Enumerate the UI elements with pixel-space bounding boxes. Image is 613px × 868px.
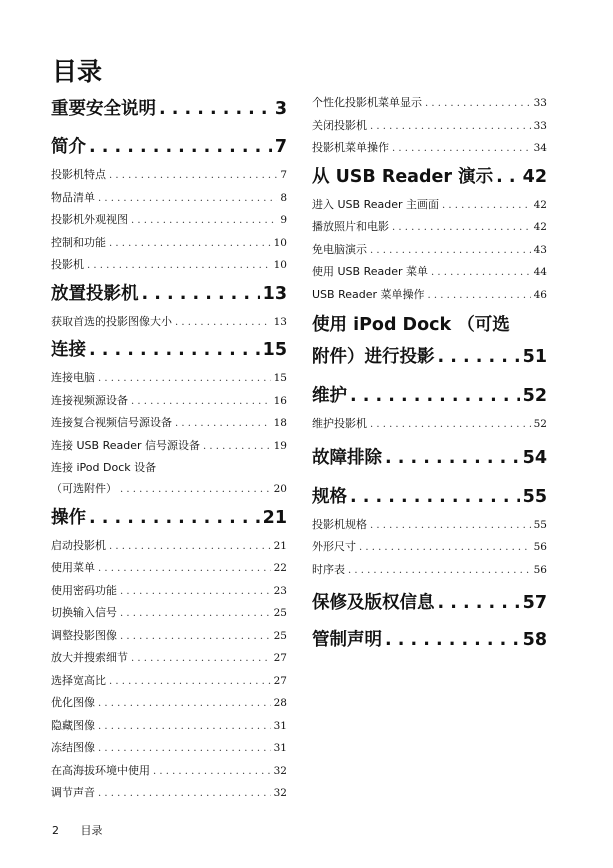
toc-sub-entry[interactable] bbox=[51, 164, 287, 187]
toc-page: 32 bbox=[273, 764, 287, 777]
leader-dots bbox=[153, 761, 271, 784]
toc-label: 在高海拔环境中使用 bbox=[51, 763, 150, 777]
toc-label: 连接视频源设备 bbox=[51, 393, 128, 407]
toc-page: 33 bbox=[533, 97, 547, 109]
toc-label: 物品清单 bbox=[51, 190, 95, 204]
leader-dots bbox=[98, 558, 271, 581]
leader-dots bbox=[385, 624, 520, 657]
toc-entry-safety[interactable] bbox=[51, 93, 287, 126]
toc-page: 16 bbox=[273, 394, 287, 407]
toc-label: 重要安全说明 bbox=[51, 99, 156, 119]
toc-page: 56 bbox=[533, 541, 547, 553]
toc-entry-connect[interactable] bbox=[51, 334, 287, 367]
toc-page: 15 bbox=[262, 340, 287, 360]
toc-label: 维护 bbox=[312, 386, 347, 406]
leader-dots bbox=[425, 93, 531, 116]
toc-page: 55 bbox=[533, 518, 547, 531]
toc-entry-maintenance[interactable] bbox=[312, 380, 547, 413]
toc-page: 20 bbox=[273, 483, 287, 495]
toc-sub-entry[interactable] bbox=[51, 737, 287, 760]
leader-dots bbox=[98, 716, 271, 739]
toc-entry-placing[interactable] bbox=[51, 278, 287, 311]
toc-page: 52 bbox=[522, 386, 547, 406]
footer-label: 目录 bbox=[80, 824, 103, 837]
footer-page-number: 2 bbox=[52, 824, 59, 837]
toc-sub-entry[interactable] bbox=[51, 557, 287, 580]
leader-dots bbox=[438, 341, 520, 374]
toc-sub-entry[interactable] bbox=[51, 390, 287, 413]
leader-dots bbox=[98, 738, 271, 761]
toc-label: 外形尺寸 bbox=[312, 540, 356, 553]
page-title: 目录 bbox=[52, 57, 103, 86]
toc-left-column bbox=[51, 92, 287, 805]
leader-dots bbox=[370, 414, 531, 437]
toc-label: 放置投影机 bbox=[51, 283, 139, 304]
toc-sub-entry[interactable] bbox=[312, 536, 547, 559]
toc-label: 放大并搜索细节 bbox=[51, 651, 128, 664]
toc-page: 52 bbox=[533, 418, 547, 430]
leader-dots bbox=[109, 165, 277, 188]
toc-sub-entry[interactable] bbox=[51, 625, 287, 648]
toc-sub-entry[interactable] bbox=[51, 535, 287, 558]
leader-dots bbox=[370, 515, 531, 538]
toc-label: 投影机菜单操作 bbox=[312, 141, 389, 154]
toc-page: 18 bbox=[273, 417, 287, 429]
leader-dots bbox=[131, 648, 271, 671]
toc-sub-entry[interactable] bbox=[312, 559, 547, 582]
toc-sub-entry[interactable] bbox=[312, 194, 547, 217]
toc-page: 13 bbox=[262, 283, 287, 304]
toc-label: （可选附件） bbox=[51, 482, 117, 495]
toc-page: 13 bbox=[273, 315, 287, 328]
toc-page: 9 bbox=[280, 214, 287, 226]
leader-dots bbox=[89, 502, 260, 535]
toc-page: 51 bbox=[522, 347, 547, 367]
toc-sub-entry[interactable] bbox=[51, 209, 287, 232]
toc-entry-warranty[interactable] bbox=[312, 587, 547, 620]
leader-dots bbox=[431, 262, 531, 285]
leader-dots bbox=[428, 285, 531, 308]
toc-entry-specs[interactable] bbox=[312, 481, 547, 514]
toc-entry-intro[interactable] bbox=[51, 131, 287, 164]
leader-dots bbox=[359, 537, 531, 560]
toc-page: 42 bbox=[522, 166, 547, 187]
toc-page: 28 bbox=[273, 697, 287, 709]
toc-page: 10 bbox=[273, 259, 287, 271]
toc-label: 控制和功能 bbox=[51, 235, 106, 249]
toc-entry-troubleshoot[interactable] bbox=[312, 442, 547, 475]
leader-dots bbox=[109, 536, 271, 559]
leader-dots bbox=[159, 93, 272, 126]
toc-label: 连接电脑 bbox=[51, 371, 95, 384]
toc-page: 21 bbox=[262, 507, 287, 528]
leader-dots bbox=[350, 380, 520, 413]
toc-label: 维护投影机 bbox=[312, 417, 367, 430]
toc-page: 22 bbox=[273, 562, 287, 574]
leader-dots bbox=[98, 783, 271, 806]
toc-label: 连接 bbox=[51, 340, 86, 360]
toc-sub-entry[interactable] bbox=[312, 261, 547, 284]
leader-dots bbox=[442, 195, 531, 218]
toc-label: 管制声明 bbox=[312, 630, 382, 650]
toc-page: 31 bbox=[273, 719, 287, 732]
toc-label: 投影机特点 bbox=[51, 168, 106, 181]
leader-dots bbox=[348, 560, 531, 583]
toc-sub-entry[interactable] bbox=[51, 580, 287, 603]
toc-entry-usb[interactable] bbox=[312, 161, 547, 194]
leader-dots bbox=[496, 161, 520, 194]
leader-dots bbox=[120, 479, 271, 502]
toc-page: 32 bbox=[273, 787, 287, 799]
toc-page: 19 bbox=[273, 439, 287, 452]
toc-sub-entry[interactable] bbox=[312, 137, 547, 160]
leader-dots bbox=[98, 368, 271, 391]
toc-label: 连接复合视频信号源设备 bbox=[51, 416, 172, 429]
toc-label: 免电脑演示 bbox=[312, 242, 367, 256]
toc-sub-entry[interactable] bbox=[51, 692, 287, 715]
toc-sub-entry[interactable] bbox=[51, 254, 287, 277]
toc-label: 时序表 bbox=[312, 562, 345, 576]
toc-page: 42 bbox=[533, 198, 547, 211]
toc-label: 个性化投影机菜单显示 bbox=[312, 96, 422, 109]
toc-sub-entry[interactable] bbox=[312, 413, 547, 436]
toc-label: 切换输入信号 bbox=[51, 606, 117, 619]
toc-page: 44 bbox=[533, 266, 547, 278]
toc-page: 56 bbox=[533, 563, 547, 576]
toc-sub-entry[interactable] bbox=[51, 670, 287, 693]
leader-dots bbox=[392, 217, 531, 240]
toc-label: 规格 bbox=[312, 486, 347, 507]
toc-label: 投影机规格 bbox=[312, 517, 367, 531]
toc-page: 7 bbox=[280, 169, 287, 181]
toc-sub-entry-ipod[interactable] bbox=[51, 457, 287, 501]
leader-dots bbox=[175, 312, 271, 335]
toc-label: 操作 bbox=[51, 507, 86, 528]
toc-label: 隐藏图像 bbox=[51, 718, 95, 732]
leader-dots bbox=[109, 671, 271, 694]
toc-label: 从 USB Reader 演示 bbox=[312, 166, 494, 187]
leader-dots bbox=[98, 188, 277, 211]
leader-dots bbox=[120, 603, 271, 626]
toc-page: 57 bbox=[522, 593, 547, 613]
toc-label: 冻结图像 bbox=[51, 741, 95, 754]
toc-sub-entry[interactable] bbox=[51, 782, 287, 805]
toc-label: 投影机 bbox=[51, 258, 84, 271]
toc-page: 43 bbox=[533, 243, 547, 256]
toc-page: 55 bbox=[522, 486, 547, 507]
toc-sub-entry[interactable] bbox=[51, 715, 287, 738]
toc-sub-entry[interactable] bbox=[51, 367, 287, 390]
leader-dots bbox=[175, 413, 271, 436]
toc-label: 进入 USB Reader 主画面 bbox=[312, 197, 439, 211]
leader-dots bbox=[131, 391, 271, 414]
toc-page: 8 bbox=[280, 191, 287, 204]
leader-dots bbox=[370, 240, 531, 263]
toc-sub-entry[interactable] bbox=[51, 647, 287, 670]
leader-dots bbox=[350, 481, 520, 514]
toc-page: 33 bbox=[533, 119, 547, 132]
toc-label: 故障排除 bbox=[312, 447, 382, 468]
toc-sub-entry[interactable] bbox=[312, 115, 547, 138]
toc-label: 使用菜单 bbox=[51, 561, 95, 574]
toc-entry-regulation[interactable] bbox=[312, 624, 547, 657]
toc-label: 简介 bbox=[51, 137, 86, 157]
toc-sub-entry[interactable] bbox=[312, 216, 547, 239]
leader-dots bbox=[98, 693, 271, 716]
toc-page: 27 bbox=[273, 652, 287, 664]
toc-label: 播放照片和电影 bbox=[312, 220, 389, 233]
leader-dots bbox=[438, 587, 520, 620]
leader-dots bbox=[87, 255, 271, 278]
leader-dots bbox=[203, 436, 271, 459]
leader-dots bbox=[89, 334, 260, 367]
toc-right-column bbox=[312, 92, 547, 657]
toc-page: 25 bbox=[273, 607, 287, 619]
toc-label: 关闭投影机 bbox=[312, 118, 367, 132]
toc-page: 27 bbox=[273, 674, 287, 687]
leader-dots bbox=[120, 581, 271, 604]
leader-dots bbox=[131, 210, 277, 233]
toc-sub-entry[interactable] bbox=[51, 187, 287, 210]
leader-dots bbox=[385, 442, 520, 475]
toc-label-line2-row bbox=[51, 478, 287, 501]
toc-sub-entry[interactable] bbox=[51, 232, 287, 255]
page-footer bbox=[52, 822, 121, 838]
leader-dots bbox=[392, 138, 531, 161]
toc-label: 使用密码功能 bbox=[51, 583, 117, 597]
toc-sub-entry[interactable] bbox=[312, 239, 547, 262]
toc-page: 3 bbox=[274, 99, 287, 119]
toc-page: 10 bbox=[273, 236, 287, 249]
toc-page: 15 bbox=[273, 372, 287, 384]
toc-entry-ipod[interactable] bbox=[312, 310, 547, 374]
toc-entry-operation[interactable] bbox=[51, 502, 287, 535]
toc-page: 31 bbox=[273, 742, 287, 754]
toc-sub-entry[interactable] bbox=[51, 412, 287, 435]
leader-dots bbox=[120, 626, 271, 649]
toc-page: 54 bbox=[522, 447, 547, 468]
toc-sub-entry[interactable] bbox=[312, 284, 547, 307]
leader-dots bbox=[89, 131, 272, 164]
toc-label: USB Reader 菜单操作 bbox=[312, 287, 425, 301]
toc-sub-entry[interactable] bbox=[51, 435, 287, 458]
toc-page: 23 bbox=[273, 584, 287, 597]
toc-label: 获取首选的投影图像大小 bbox=[51, 314, 172, 328]
toc-sub-entry[interactable] bbox=[312, 514, 547, 537]
toc-page: 25 bbox=[273, 629, 287, 642]
toc-label: 选择宽高比 bbox=[51, 673, 106, 687]
toc-sub-entry[interactable] bbox=[51, 760, 287, 783]
toc-label: 投影机外观视图 bbox=[51, 213, 128, 226]
toc-label-line1: 使用 iPod Dock （可选 bbox=[312, 315, 510, 335]
leader-dots bbox=[109, 233, 271, 256]
toc-label: 调整投影图像 bbox=[51, 628, 117, 642]
toc-sub-entry[interactable] bbox=[51, 602, 287, 625]
toc-label-line2-row bbox=[312, 341, 547, 374]
leader-dots bbox=[370, 116, 531, 139]
toc-page: 46 bbox=[533, 288, 547, 301]
toc-label: 优化图像 bbox=[51, 696, 95, 709]
toc-label: 调节声音 bbox=[51, 786, 95, 799]
toc-label-line1: 连接 iPod Dock 设备 bbox=[51, 461, 157, 474]
toc-label: 保修及版权信息 bbox=[312, 593, 435, 613]
toc-page: 42 bbox=[533, 221, 547, 233]
toc-sub-entry[interactable] bbox=[312, 92, 547, 115]
toc-page: 34 bbox=[533, 142, 547, 154]
toc-label: 启动投影机 bbox=[51, 538, 106, 552]
leader-dots bbox=[142, 278, 260, 311]
toc-label: 附件）进行投影 bbox=[312, 347, 435, 367]
toc-label: 连接 USB Reader 信号源设备 bbox=[51, 438, 200, 452]
toc-page: 21 bbox=[273, 539, 287, 552]
toc-label: 使用 USB Reader 菜单 bbox=[312, 265, 428, 278]
toc-sub-entry[interactable] bbox=[51, 311, 287, 334]
toc-page: 58 bbox=[522, 630, 547, 650]
toc-page: 7 bbox=[274, 137, 287, 157]
